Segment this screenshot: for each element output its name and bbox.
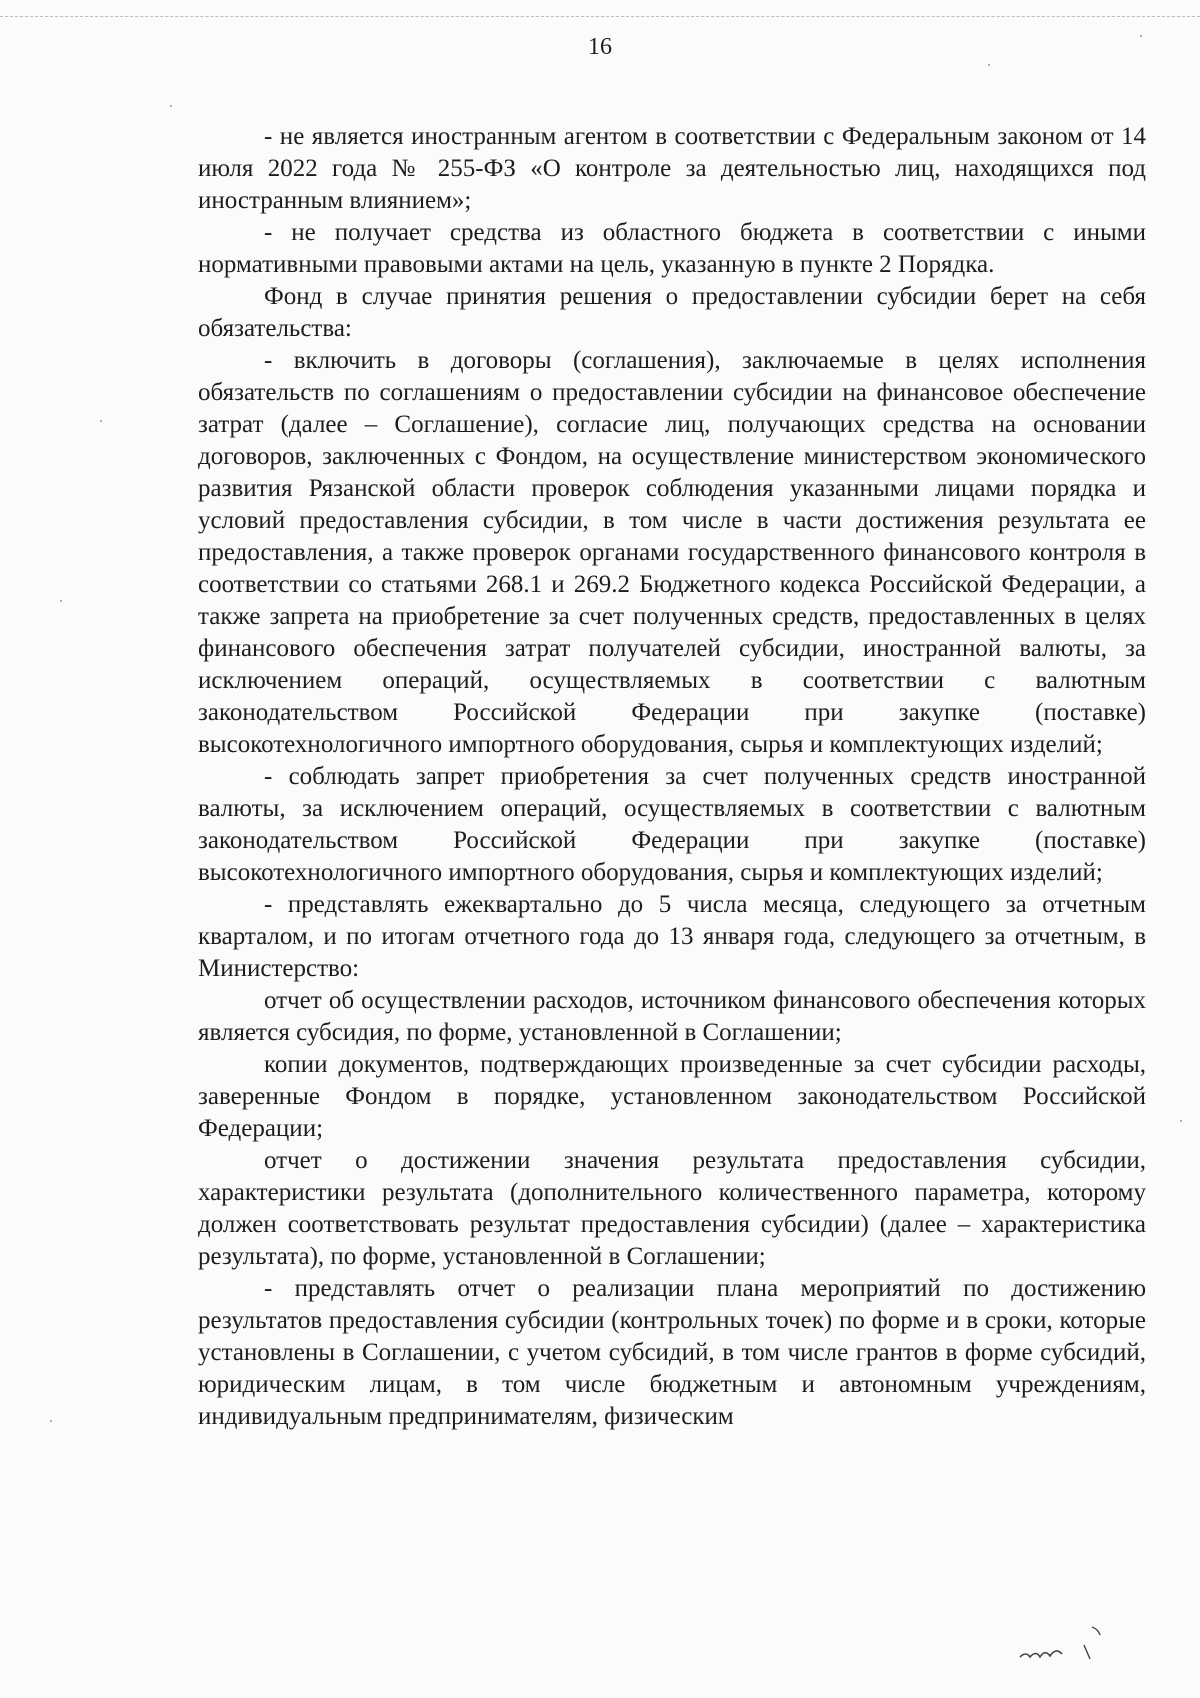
paragraph: отчет об осуществлении расходов, источником финансового обеспечения которых является субсидия, по форме, установленной в Соглашении; [198, 987, 1146, 1046]
scan-speck [50, 1420, 52, 1422]
paragraph: отчет о достижении значения результата предоставления субсидии, характеристики результата (дополнительного количественного параметра, которому должен соответствовать результат предоставления субсидии) (далее – характеристика результата), по форме, установленной в Соглашении; [198, 1147, 1146, 1270]
paragraph: Фонд в случае принятия решения о предоставлении субсидии берет на себя обязательства: [198, 283, 1146, 342]
paragraph: - не получает средства из областного бюджета в соответствии с иными нормативными правовыми актами на цель, указанную в пункте 2 Порядка. [198, 219, 1146, 278]
scan-edge-line [0, 16, 1200, 18]
paragraph: - не является иностранным агентом в соответствии с Федеральным законом от 14 июля 2022 года № 255-ФЗ «О контроле за деятельностью лиц, находящихся под иностранным влиянием»; [198, 123, 1146, 214]
signature-scribble [1000, 1615, 1130, 1665]
paragraph: - представлять отчет о реализации плана мероприятий по достижению результатов предоставления субсидии (контрольных точек) по форме и в сроки, которые установлены в Соглашении, с учетом субсидий, в том числе грантов в форме субсидий, юридическим лицам, в том числе бюджетным и автономным учреждениям, индивидуальным предпринимателям, физическим [198, 1275, 1146, 1430]
paragraph: - соблюдать запрет приобретения за счет полученных средств иностранной валюты, за исключением операций, осуществляемых в соответствии с валютным законодательством Российской Федерации при закупке (поставке) высокотехнологичного импортного оборудования, сырья и комплектующих изделий; [198, 763, 1146, 886]
scan-speck [100, 420, 102, 422]
scan-speck [170, 105, 172, 107]
paragraph: - включить в договоры (соглашения), заключаемые в целях исполнения обязательств по соглашениям о предоставлении субсидии на финансовое обеспечение затрат (далее – Соглашение), согласие лиц, получающих средства на основании договоров, заключенных с Фондом, на осуществление министерством экономического развития Рязанской области проверок соблюдения указанными лицами порядка и условий предоставления субсидии, в том числе в части достижения результата ее предоставления, а также проверок органами государственного финансового контроля в соответствии со статьями 268.1 и 269.2 Бюджетного кодекса Российской Федерации, а также запрета на приобретение за счет полученных средств, предоставленных в целях финансового обеспечения затрат получателей субсидии, иностранной валюты, за исключением операций, осуществляемых в соответствии с валютным законодательством Российской Федерации при закупке (поставке) высокотехнологичного импортного оборудования, сырья и комплектующих изделий; [198, 347, 1146, 758]
scan-speck [1140, 35, 1142, 37]
page-number: 16 [588, 34, 612, 60]
scan-speck [988, 64, 990, 66]
paragraph: копии документов, подтверждающих произведенные за счет субсидии расходы, заверенные Фондом в порядке, установленном законодательством Российской Федерации; [198, 1051, 1146, 1142]
paragraph: - представлять ежеквартально до 5 числа месяца, следующего за отчетным кварталом, и по итогам отчетного года до 13 января года, следующего за отчетным, в Министерство: [198, 891, 1146, 982]
document-body [198, 121, 1146, 1433]
scan-speck [60, 600, 62, 602]
scan-speck [1180, 1120, 1182, 1122]
